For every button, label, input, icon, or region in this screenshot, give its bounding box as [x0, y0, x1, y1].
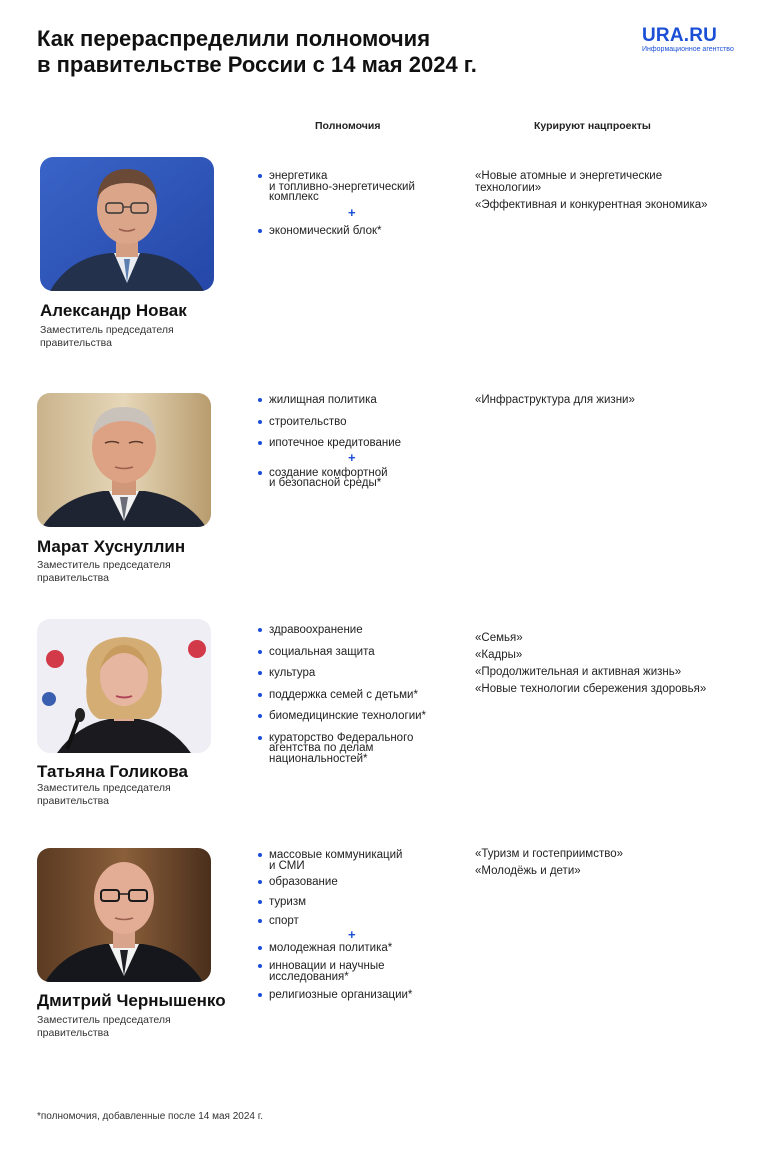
power-item: образование — [258, 877, 458, 888]
column-header-powers: Полномочия — [315, 120, 381, 132]
powers-list-novak — [258, 171, 458, 236]
power-item: культура — [258, 668, 458, 679]
project-item: «Семья» — [475, 632, 523, 644]
power-item: социальная защита — [258, 647, 458, 658]
plus-icon: + — [348, 204, 356, 220]
project-item: «Туризм и гостеприимство» — [475, 848, 623, 860]
power-item: экономический блок* — [258, 226, 458, 237]
ura-logo[interactable] — [642, 26, 734, 54]
title-line-2: в правительстве России с 14 мая 2024 г. — [37, 52, 477, 77]
project-item: «Эффективная и конкурентная экономика» — [475, 198, 708, 211]
power-item: строительство — [258, 417, 458, 428]
power-item: ипотечное кредитование — [258, 438, 458, 449]
page-title — [37, 26, 477, 78]
project-item: «Инфраструктура для жизни» — [475, 394, 635, 406]
powers-list-khusnullin — [258, 395, 458, 489]
person-role — [40, 324, 210, 350]
power-item: жилищная политика — [258, 395, 458, 406]
person-name: Дмитрий Чернышенко — [37, 991, 226, 1010]
plus-icon: + — [348, 926, 356, 942]
power-item: инновации и научные исследования* — [258, 961, 458, 982]
project-item: «Молодёжь и дети» — [475, 865, 581, 877]
plus-icon: + — [348, 449, 356, 465]
role-line: правительства — [37, 1027, 109, 1039]
logo-main-text: URA.RU — [642, 25, 718, 46]
role-line: Заместитель председателя — [37, 782, 171, 794]
photo-chernyshenko — [37, 848, 211, 982]
role-line: Заместитель председателя — [37, 1014, 171, 1026]
person-name: Татьяна Голикова — [37, 762, 188, 781]
power-item: религиозные организации* — [258, 990, 458, 1001]
power-item: энергетика и топливно-энергетический комплекс — [258, 171, 458, 203]
power-item: спорт — [258, 916, 458, 927]
role-line: Заместитель председателя — [37, 559, 171, 571]
power-item: поддержка семей с детьми* — [258, 690, 458, 701]
power-item: молодежная политика* — [258, 943, 458, 954]
column-header-projects: Курируют нацпроекты — [534, 120, 651, 132]
projects-list-golikova — [475, 633, 745, 701]
logo-sub-text: Информационное агентство — [642, 46, 734, 53]
photo-golikova — [37, 619, 211, 753]
person-role — [37, 782, 207, 808]
person-name: Александр Новак — [40, 301, 187, 320]
projects-list-khusnullin — [475, 395, 745, 412]
photo-novak — [40, 157, 214, 291]
footnote: *полномочия, добавленные после 14 мая 2024 г. — [37, 1111, 263, 1122]
powers-list-chernyshenko — [258, 850, 458, 1001]
power-item: здравоохранение — [258, 625, 458, 636]
photo-khusnullin — [37, 393, 211, 527]
person-name: Марат Хуснуллин — [37, 537, 186, 556]
project-item: «Кадры» — [475, 649, 523, 661]
projects-list-chernyshenko — [475, 849, 745, 883]
person-role — [37, 559, 207, 585]
role-line: правительства — [40, 337, 112, 349]
project-item: «Продолжительная и активная жизнь» — [475, 666, 682, 678]
power-item: кураторство Федерального агентства по делам национальностей* — [258, 733, 458, 765]
power-item: массовые коммуникаций и СМИ — [258, 850, 458, 871]
project-item: «Новые технологии сбережения здоровья» — [475, 683, 707, 695]
power-item: туризм — [258, 897, 458, 908]
project-item: «Новые атомные и энергетические технологии» — [475, 170, 663, 194]
projects-list-novak — [475, 171, 745, 217]
role-line: правительства — [37, 572, 109, 584]
role-line: Заместитель председателя — [40, 324, 174, 336]
power-item: создание комфортной и безопасной среды* — [258, 468, 458, 489]
title-line-1: Как перераспределили полномочия — [37, 26, 431, 51]
powers-list-golikova — [258, 625, 458, 764]
person-role — [37, 1014, 207, 1040]
power-item: биомедицинские технологии* — [258, 711, 458, 722]
role-line: правительства — [37, 795, 109, 807]
